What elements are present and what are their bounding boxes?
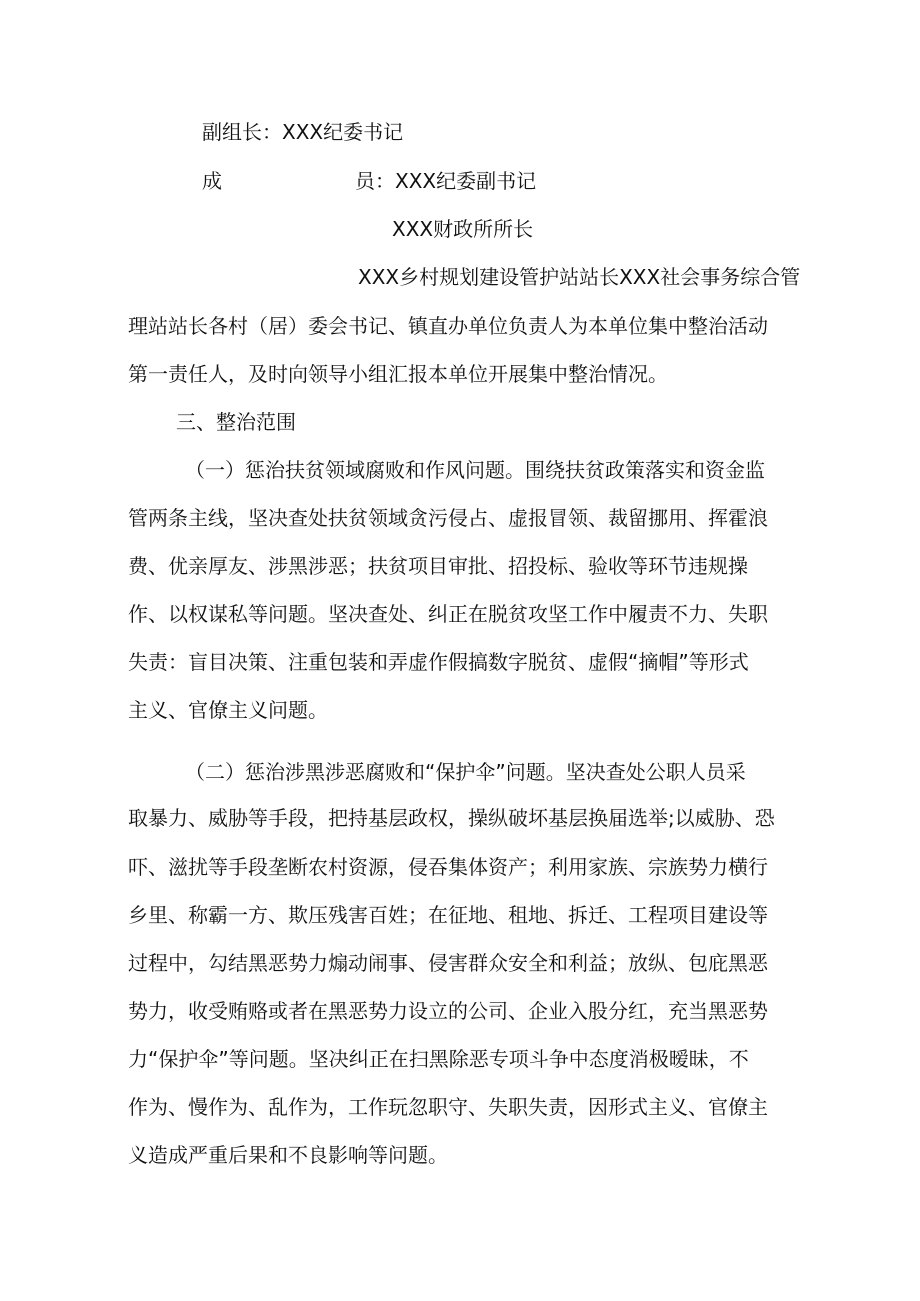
paragraph-1-line: 失责：盲目决策、注重包装和弄虚作假搞数字脱贫、虚假“摘帽”等形式 — [128, 650, 749, 674]
member-line-3b: 理站站长各村（居）委会书记、镇直办单位负责人为本单位集中整治活动 — [128, 314, 768, 338]
paragraph-2-line: 义造成严重后果和不良影响等问题。 — [128, 1143, 448, 1167]
paragraph-1-line: 费、优亲厚友、涉黑涉恶；扶贫项目审批、招投标、验收等环节违规操 — [128, 554, 748, 578]
paragraph-2-line: 力“保护伞”等问题。坚决纠正在扫黑除恶专项斗争中态度消极暧昧，不 — [128, 1047, 749, 1071]
paragraph-1-line: （一）惩治扶贫领域腐败和作风问题。围绕扶贫政策落实和资金监 — [185, 458, 765, 482]
section-heading: 三、整治范围 — [176, 410, 296, 434]
paragraph-2-line: （二）惩治涉黑涉恶腐败和“保护伞”问题。坚决查处公职人员采 — [185, 760, 746, 784]
member-line-3c: 第一责任人，及时向领导小组汇报本单位开展集中整治情况。 — [128, 362, 668, 386]
paragraph-1-line: 管两条主线，坚决查处扶贫领域贪污侵占、虚报冒领、裁留挪用、挥霍浪 — [128, 506, 768, 530]
paragraph-2-line: 乡里、称霸一方、欺压残害百姓；在征地、租地、拆迁、工程项目建设等 — [128, 903, 768, 927]
member-line-2: XXX财政所所长 — [392, 217, 534, 241]
deputy-leader-line: 副组长：XXX纪委书记 — [202, 120, 404, 144]
paragraph-2-line: 吓、滋扰等手段垄断农村资源，侵吞集体资产；利用家族、宗族势力横行 — [128, 855, 768, 879]
paragraph-1-line: 主义、官僚主义问题。 — [128, 698, 328, 722]
paragraph-2-line: 取暴力、威胁等手段，把持基层政权，操纵破坏基层换届选举;以威胁、恐 — [128, 806, 775, 830]
paragraph-2-line: 势力，收受贿赂或者在黑恶势力设立的公司、企业入股分红，充当黑恶势 — [128, 999, 768, 1023]
paragraph-2-line: 作为、慢作为、乱作为，工作玩忽职守、失职失责，因形式主义、官僚主 — [128, 1095, 768, 1119]
member-line-3a: XXX乡村规划建设管护站站长XXX社会事务综合管 — [358, 265, 801, 289]
member-line-1: 员：XXX纪委副书记 — [355, 169, 537, 193]
members-label: 成 — [202, 169, 222, 193]
paragraph-1-line: 作、以权谋私等问题。坚决查处、纠正在脱贫攻坚工作中履责不力、失职 — [128, 602, 768, 626]
paragraph-2-line: 过程中，勾结黑恶势力煽动闹事、侵害群众安全和利益；放纵、包庇黑恶 — [128, 951, 768, 975]
